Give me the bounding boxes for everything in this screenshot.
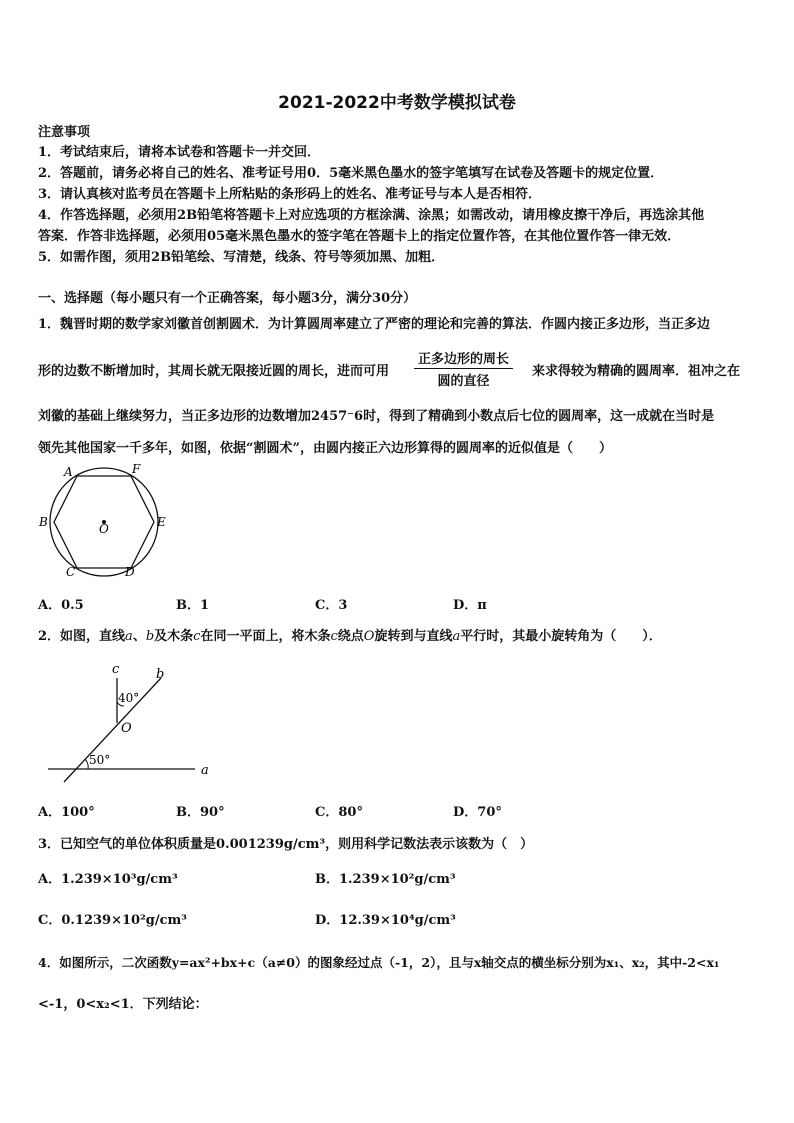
page-title: 2021-2022中考数学模拟试卷	[278, 93, 516, 113]
q1-line3: 刘徽的基础上继续努力，当正多边形的边数增加2457⁻6时，得到了精确到小数点后七位的圆周率，这一成就在当时是	[38, 409, 715, 424]
notice-item: 4．作答选择题，必须用2B铅笔将答题卡上对应选项的方框涂满、涂黑；如需改动，请用橡皮擦干净后，再选涂其他	[38, 208, 705, 223]
q2-var: c	[193, 629, 201, 644]
q1-option-a: A．0.5	[38, 598, 84, 613]
label-B: B	[39, 515, 48, 529]
label-E: E	[157, 515, 166, 529]
notice-item: 答案．作答非选择题，必须用05毫米黑色墨水的签字笔在答题卡上的指定位置作答，在其他位置作答一律无效．	[38, 229, 681, 244]
q1-hexagon-figure	[36, 462, 176, 582]
q2-text: 旋转到与直线	[374, 629, 453, 644]
label-A: A	[64, 465, 73, 479]
q1-line4: 领先其他国家一千多年，如图，依据“割圆术”，由圆内接正六边形算得的圆周率的近似值是（ ）	[38, 441, 612, 456]
fraction-numerator: 正多边形的周长	[414, 348, 513, 369]
q4-line2: <-1，0<x₂<1．下列结论：	[38, 997, 208, 1012]
q2-option-d: D．70°	[453, 805, 502, 820]
label-C: C	[66, 565, 76, 579]
label-b: b	[156, 667, 165, 682]
notice-heading: 注意事项	[38, 125, 91, 140]
angle-50-label: 50°	[89, 753, 111, 767]
q2-text: 及木条	[154, 629, 194, 644]
angle-40-label: 40°	[118, 691, 140, 705]
notice-item: 5．如需作图，须用2B铅笔绘、写清楚，线条、符号等须加黑、加粗．	[38, 250, 445, 265]
section-heading: 一、选择题（每小题只有一个正确答案，每小题3分，满分30分）	[38, 291, 417, 306]
angle-arc	[85, 759, 88, 769]
q2-text: 在同一平面上，将木条	[200, 629, 331, 644]
q1-fraction	[414, 348, 513, 389]
q3-option-b: B．1.239×10²g/cm³	[315, 872, 456, 887]
q3-option-a: A．1.239×10³g/cm³	[38, 872, 178, 887]
q3-option-c: C．0.1239×10²g/cm³	[38, 913, 187, 928]
label-O: O	[99, 522, 109, 536]
label-D: D	[125, 565, 135, 579]
q2-text: 平行时，其最小旋转角为（ ）．	[460, 629, 662, 644]
q1-option-b: B．1	[176, 598, 210, 613]
q1-line1: 1．魏晋时期的数学家刘徽首创割圆术．为计算圆周率建立了严密的理论和完善的算法．作圆内接正多边形，当正多边	[38, 317, 711, 332]
q2-question	[38, 625, 662, 644]
label-c: c	[112, 662, 120, 677]
q3-option-d: D．12.39×10⁴g/cm³	[315, 913, 456, 928]
q2-text: 2．如图，直线	[38, 629, 126, 644]
label-a: a	[201, 763, 209, 778]
q1-option-d: D．π	[453, 598, 487, 613]
q2-var: O	[363, 629, 375, 644]
notice-item: 3．请认真核对监考员在答题卡上所粘贴的条形码上的姓名、准考证号与本人是否相符．	[38, 187, 542, 202]
q1-line2-post: 来求得较为精确的圆周率．祖冲之在	[532, 364, 741, 379]
notice-item: 2．答题前，请务必将自己的姓名、准考证号用0．5毫米黑色墨水的签字笔填写在试卷及答题卡的规定位置．	[38, 166, 664, 181]
q2-text: 绕点	[337, 629, 364, 644]
q3-question: 3．已知空气的单位体积质量是0.001239g/cm³，则用科学记数法表示该数为（ ）	[38, 837, 534, 852]
q2-option-b: B．90°	[176, 805, 225, 820]
q2-var: c	[330, 629, 338, 644]
fraction-denominator: 圆的直径	[437, 374, 490, 389]
q2-rotation-figure	[44, 660, 224, 786]
notice-item: 1．考试结束后，请将本试卷和答题卡一并交回．	[38, 145, 321, 160]
q1-option-c: C．3	[315, 598, 348, 613]
q2-var: a	[452, 629, 461, 644]
q2-text: 、	[132, 629, 146, 644]
label-O: O	[121, 721, 132, 736]
line-b	[64, 678, 161, 782]
q4-line1: 4．如图所示，二次函数y=ax²+bx+c（a≠0）的图象经过点（-1，2），且与x轴交点的横坐标分别为x₁、x₂，其中-2<x₁	[38, 955, 720, 970]
label-F: F	[132, 462, 141, 476]
q2-option-c: C．80°	[315, 805, 363, 820]
q2-option-a: A．100°	[38, 805, 95, 820]
q2-var: a	[125, 629, 133, 644]
q2-var: b	[145, 629, 155, 644]
q1-line2-pre: 形的边数不断增加时，其周长就无限接近圆的周长，进而可用	[38, 364, 390, 379]
